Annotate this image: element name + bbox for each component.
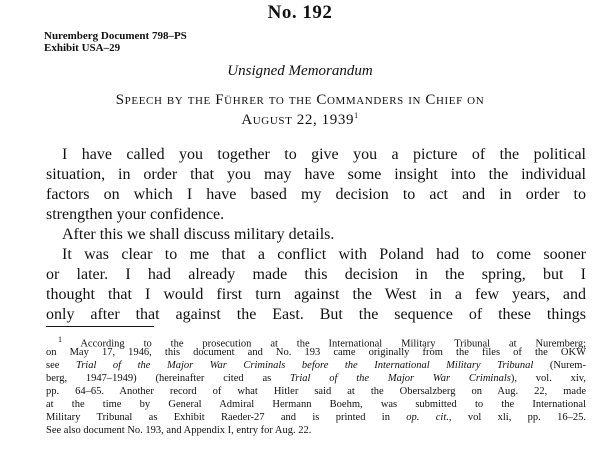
footnote-line (46, 412, 586, 424)
footnote-reference: 1 (354, 111, 359, 120)
footnote-italic-title: Trial of the Major War Criminals (290, 373, 511, 384)
nuremberg-document-ref: Nuremberg Document 798–PS (44, 30, 187, 42)
footnote-text: see (46, 360, 76, 371)
body-line: After this we shall discuss military details. (62, 226, 335, 243)
speech-title-line1: Speech by the Führer to the Commanders in Chief on (115, 92, 485, 108)
footnote-citation: op. cit. (406, 412, 449, 423)
body-line: or later. I had already made this decision in the spring, but I (46, 266, 586, 283)
body-line: It was clear to me that a conflict with Poland had to come sooner (62, 246, 586, 263)
memo-type: Unsigned Memorandum (227, 63, 373, 79)
footnote-line (46, 360, 586, 372)
footnote-line: See also document No. 193, and Appendix I, entry for Aug. 22. (46, 425, 312, 436)
speech-title-date: August 22, 1939 (241, 112, 355, 128)
document-number: No. 192 (267, 2, 333, 23)
speech-title-line2 (0, 111, 600, 129)
footnote-text: berg, 1947–1949) (hereinafter cited as (46, 373, 290, 384)
footnote-text: ), vol. xiv, (510, 373, 587, 384)
footnote-line: on May 17, 1946, this document and No. 193 came originally from the files of the OKW (46, 347, 586, 358)
body-line: I have called you together to give you a picture of the political (62, 146, 586, 163)
footnote-divider (46, 326, 154, 327)
footnote-text: Military Tribunal as Exhibit Raeder-27 and is printed in (46, 412, 407, 423)
footnote-text: According to the prosecution at the International Military Tribunal at Nuremberg; (80, 338, 586, 350)
body-line: only after that against the East. But the sequence of these things (46, 306, 586, 323)
footnote-line (46, 373, 586, 385)
exhibit-ref: Exhibit USA–29 (44, 42, 121, 54)
footnote-line: at the time by General Admiral Hermann Boehm, was submitted to the International (46, 399, 586, 410)
footnote-marker: 1 (58, 335, 62, 344)
footnote-line: pp. 64–65. Another record of what Hitler said at the Obersalzberg on Aug. 22, made (46, 386, 586, 397)
body-line: situation, in order that you may have some insight into the individual (46, 166, 586, 183)
body-line: thought that I would first turn against the West in a few years, and (46, 286, 586, 303)
footnote-text: , vol xli, pp. 16–25. (448, 412, 586, 423)
footnote-italic-title: Trial of the Major War Criminals before the International Military Tribunal (75, 360, 534, 371)
footnote-text: (Nurem- (533, 360, 586, 371)
body-line: factors on which I have based my decision to act and in order to (46, 186, 586, 203)
body-line: strengthen your confidence. (46, 206, 225, 223)
